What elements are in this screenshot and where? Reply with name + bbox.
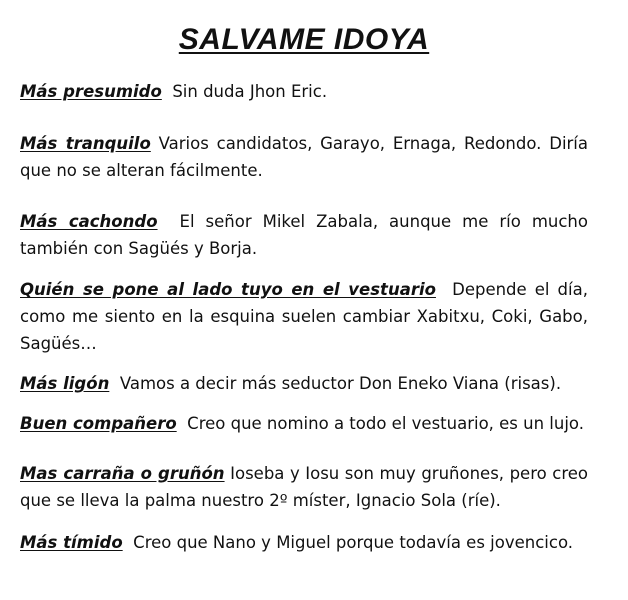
entry-mas-tranquilo [20,130,588,184]
entry-text: El señor Mikel Zabala, aunque me río mucho también con Sagüés y Borja. [20,212,588,258]
entry-text: Depende el día, como me siento en la esquina suelen cambiar Xabitxu, Coki, Gabo, Sagüés… [20,280,588,353]
entry-text: Sin duda Jhon Eric. [172,82,328,101]
entry-mas-presumido [20,78,588,105]
entry-text: Creo que Nano y Miguel porque todavía es jovencico. [133,533,573,552]
entry-carrana-grunon [20,460,588,514]
entry-label: Más tímido [20,533,123,552]
entry-label: Más presumido [20,82,162,101]
entry-text: Varios candidatos, Garayo, Ernaga, Redondo. Diría que no se alteran fácilmente. [20,134,589,180]
entry-text: Creo que nomino a todo el vestuario, es un lujo. [187,414,584,433]
entry-label: Buen compañero [20,414,177,433]
entry-label: Más ligón [20,374,110,393]
entry-text: Vamos a decir más seductor Don Eneko Viana (risas). [119,374,562,393]
entry-text: Ioseba y Iosu son muy gruñones, pero creo que se lleva la palma nuestro 2º míster, Ignacio Sola (ríe). [20,464,588,510]
entry-mas-ligon [20,370,588,397]
entry-mas-timido [20,529,588,556]
entry-lado-vestuario [20,276,588,357]
entry-label: Quién se pone al lado tuyo en el vestuario [20,280,436,299]
document-title: SALVAME IDOYA [178,23,430,56]
entry-buen-companero [20,410,588,437]
entry-mas-cachondo [20,208,588,262]
entry-label: Más cachondo [20,212,158,231]
entry-label: Mas carraña o gruñón [20,464,225,483]
entry-label: Más tranquilo [20,134,151,153]
